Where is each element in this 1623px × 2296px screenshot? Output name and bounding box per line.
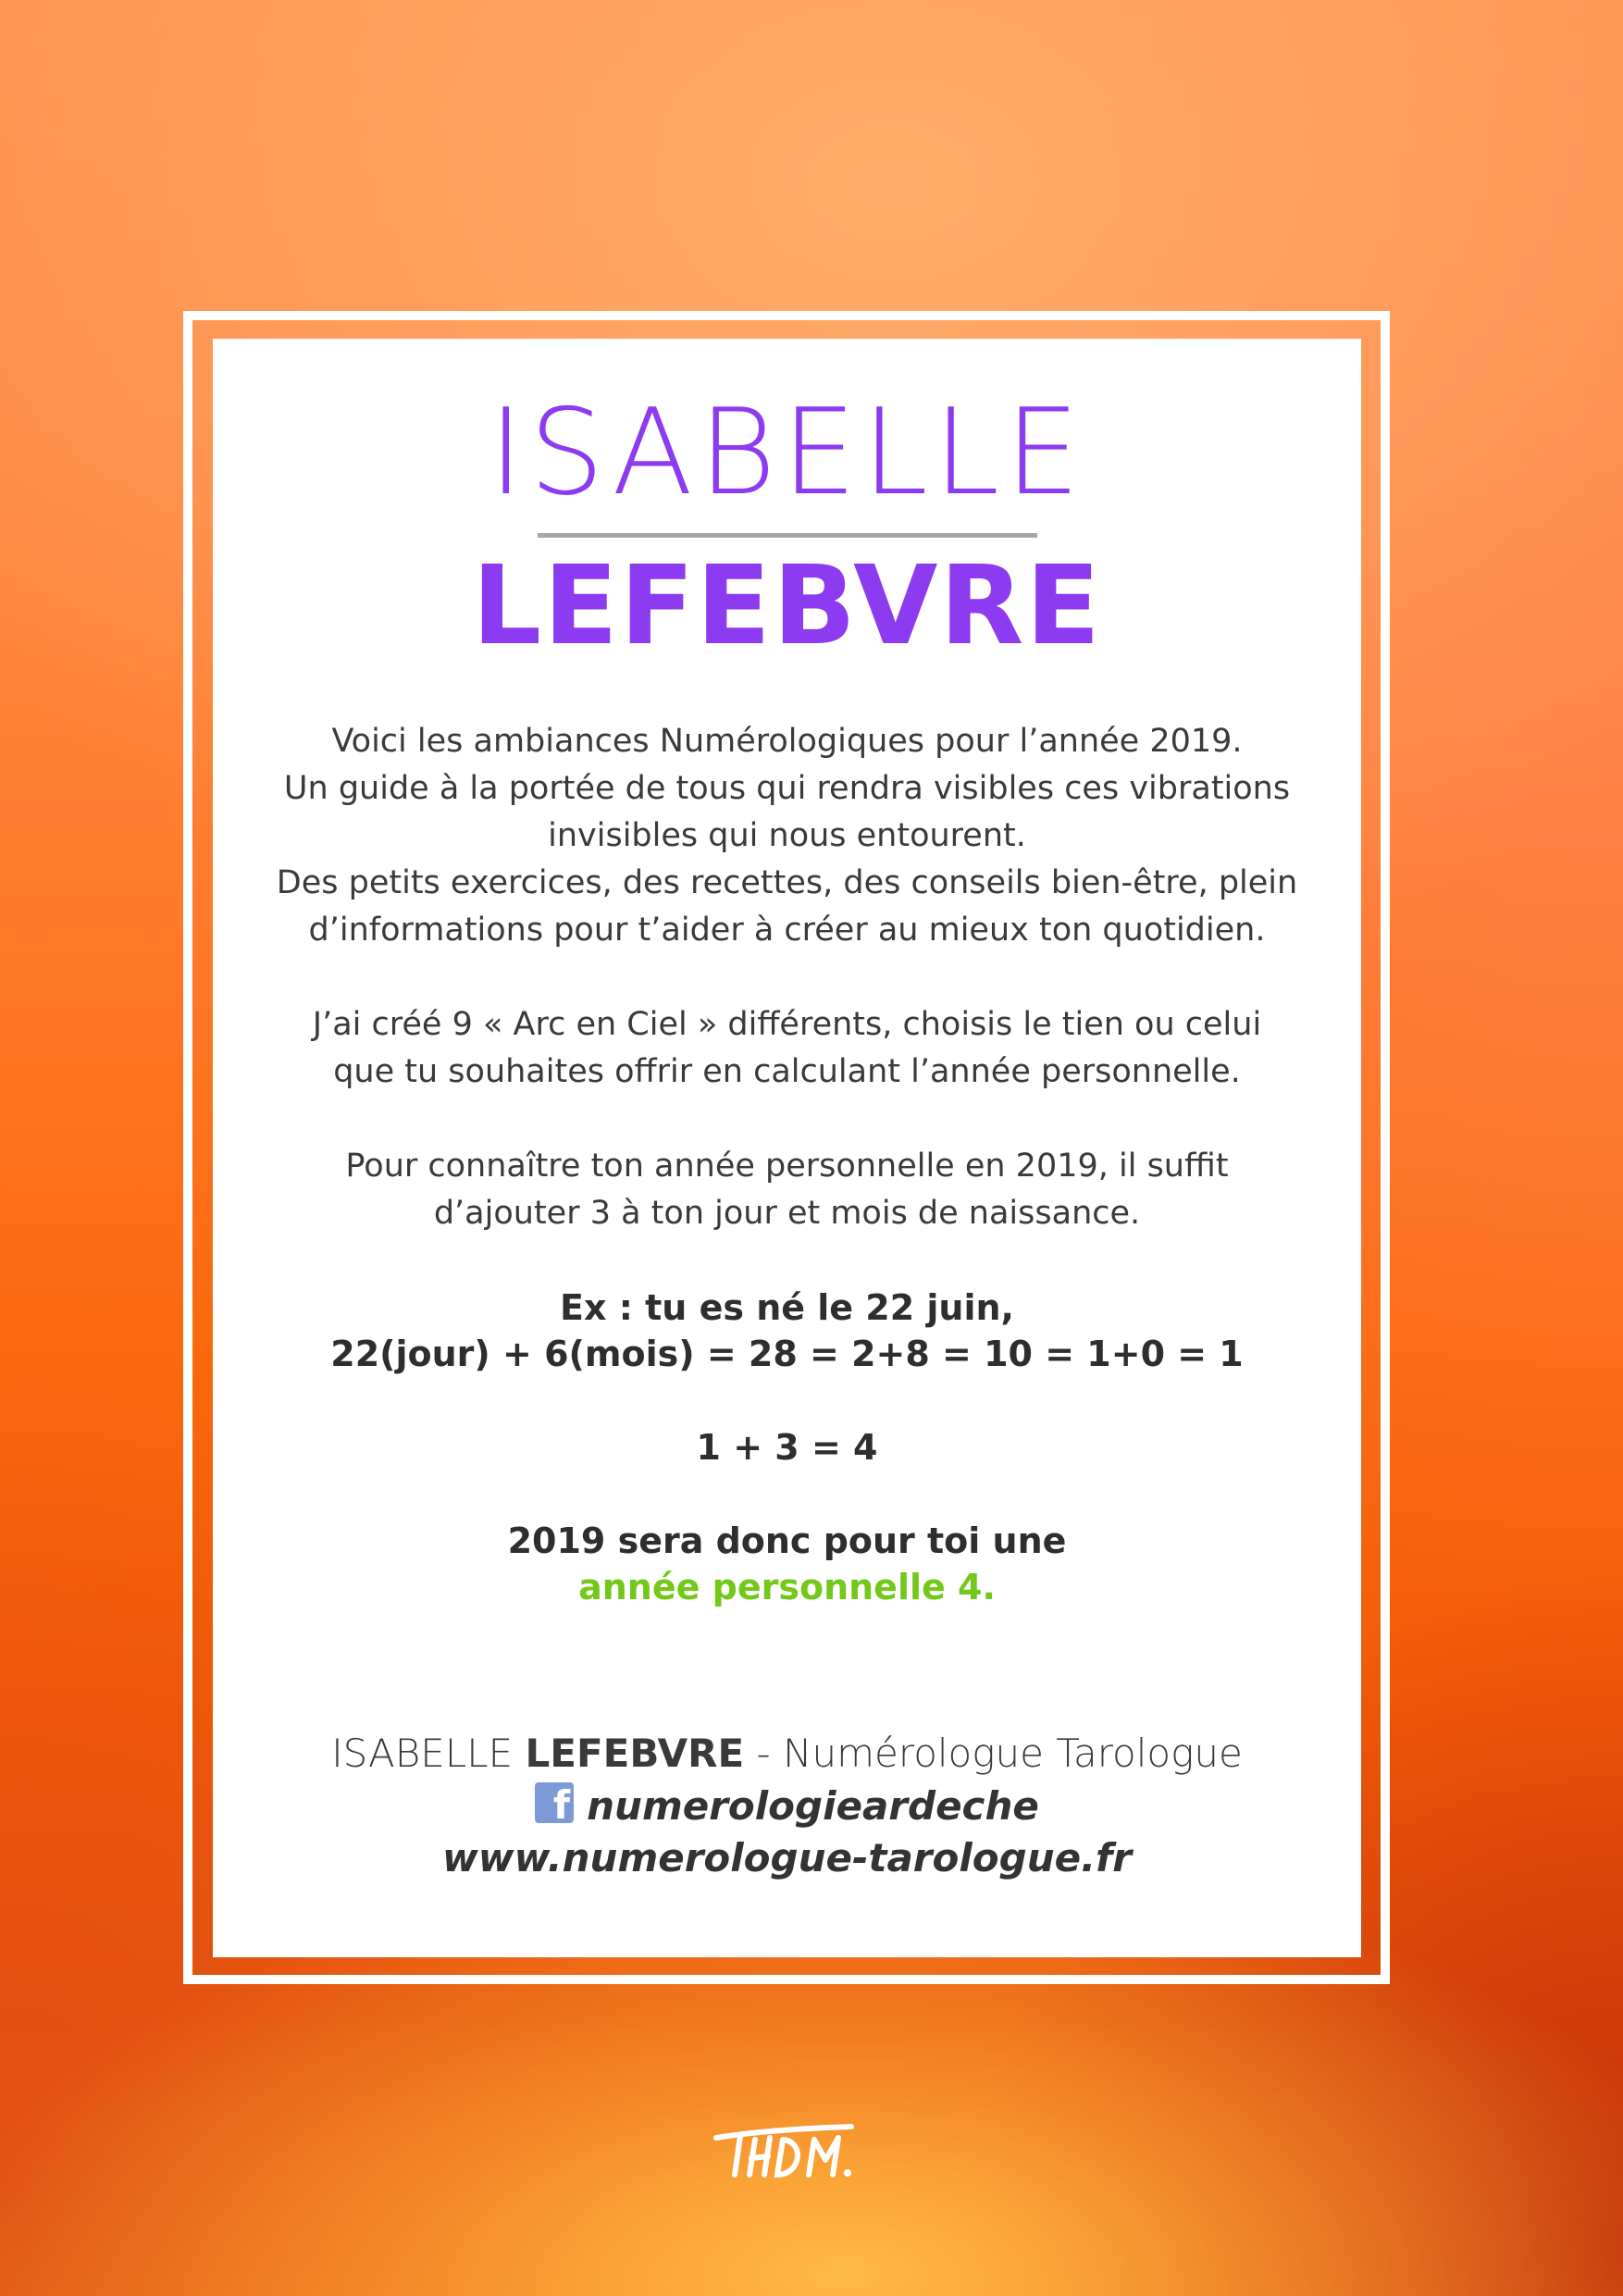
flyer-card: [213, 339, 1361, 1957]
rainbow-line: J’ai créé 9 « Arc en Ciel » différents, choisis le tien ou celui: [312, 1006, 1262, 1043]
intro-line: Voici les ambiances Numérologiques pour l’année 2019.: [331, 723, 1243, 760]
brand-divider: [538, 533, 1037, 538]
website-link[interactable]: www.numerologue-tarologue.fr: [441, 1835, 1133, 1880]
example-calculation: 22(jour) + 6(mois) = 28 = 2+8 = 10 = 1+0 = 1: [330, 1334, 1244, 1374]
instruction-line: d’ajouter 3 à ton jour et mois de naissance.: [433, 1195, 1141, 1232]
brand-last-name: LEFEBVRE: [472, 541, 1102, 669]
footer-first-name: ISABELLE: [331, 1731, 514, 1776]
footer-title: - Numérologue Tarologue: [744, 1731, 1243, 1776]
facebook-handle[interactable]: numerologieardeche: [587, 1783, 1039, 1829]
sum-line: 1 + 3 = 4: [696, 1427, 878, 1468]
facebook-icon: f: [535, 1782, 574, 1823]
facebook-line[interactable]: [213, 1781, 1361, 1832]
example-line: Ex : tu es né le 22 juin,: [560, 1287, 1014, 1328]
footer-name-line: [213, 1727, 1361, 1781]
brand-first-name: ISABELLE: [488, 384, 1086, 522]
intro-line: invisibles qui nous entourent.: [548, 817, 1026, 854]
intro-line: Un guide à la portée de tous qui rendra visibles ces vibrations: [283, 770, 1291, 807]
body-text: [250, 718, 1324, 1610]
footer-last-name: LEFEBVRE: [525, 1731, 745, 1776]
intro-line: Des petits exercices, des recettes, des conseils bien-être, plein: [276, 864, 1298, 901]
instruction-line: Pour connaître ton année personnelle en 2019, il suffit: [345, 1148, 1229, 1185]
conclusion-highlight: année personnelle 4.: [578, 1567, 996, 1607]
signature-logo: [712, 2119, 861, 2184]
contact-footer: [213, 1727, 1361, 1884]
brand-logo: [213, 384, 1361, 669]
intro-line: d’informations pour t’aider à créer au mieux ton quotidien.: [308, 912, 1266, 949]
rainbow-line: que tu souhaites offrir en calculant l’année personnelle.: [333, 1053, 1241, 1090]
conclusion-line: 2019 sera donc pour toi une: [507, 1520, 1067, 1561]
